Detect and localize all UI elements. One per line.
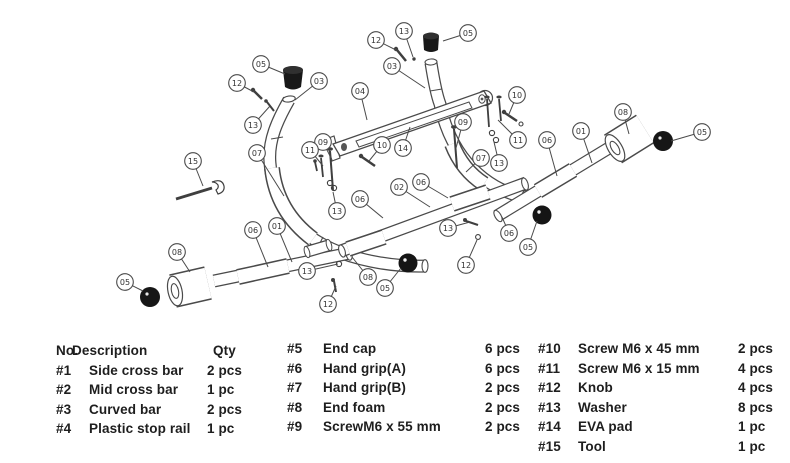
callout-12 xyxy=(368,32,396,50)
part-no: #5 xyxy=(287,341,303,356)
svg-text:12: 12 xyxy=(460,260,472,270)
callout-06 xyxy=(539,132,557,176)
part-no: #6 xyxy=(287,360,303,376)
part-desc: Side cross bar xyxy=(89,362,184,378)
parts-row xyxy=(287,359,520,379)
svg-text:10: 10 xyxy=(511,90,523,100)
part-qty: 6 pcs xyxy=(485,341,521,356)
svg-text:08: 08 xyxy=(171,247,183,257)
callout-05 xyxy=(117,274,143,291)
parts-rows-2 xyxy=(287,339,520,437)
header-no: No. xyxy=(56,343,79,358)
part-qty: 2 pcs xyxy=(485,419,521,434)
svg-text:03: 03 xyxy=(313,76,325,86)
part-desc: Hand grip(A) xyxy=(323,360,406,376)
parts-list-column-3 xyxy=(538,339,773,456)
part-no: #10 xyxy=(538,341,561,356)
parts-row xyxy=(538,398,773,418)
part-qty: 2 pcs xyxy=(207,362,243,378)
part-qty: 2 pcs xyxy=(207,401,243,417)
parts-row xyxy=(538,417,773,437)
svg-text:05: 05 xyxy=(119,277,131,287)
part-no: #11 xyxy=(538,360,561,376)
svg-text:13: 13 xyxy=(331,206,343,216)
parts-row xyxy=(287,339,520,359)
svg-text:13: 13 xyxy=(442,223,454,233)
svg-text:09: 09 xyxy=(457,117,469,127)
svg-text:11: 11 xyxy=(512,135,524,145)
svg-text:15: 15 xyxy=(187,156,199,166)
callout-12 xyxy=(320,286,337,312)
callout-03 xyxy=(384,58,425,88)
parts-row xyxy=(56,380,242,400)
parts-list-column-1 xyxy=(56,341,242,439)
header-description: Description xyxy=(72,343,148,358)
part-qty: 2 pcs xyxy=(485,380,521,395)
parts-row xyxy=(538,359,773,379)
parts-row xyxy=(287,398,520,418)
svg-text:13: 13 xyxy=(301,266,313,276)
callout-05 xyxy=(671,124,710,141)
callout-15 xyxy=(185,153,203,186)
part-desc: Screw M6 x 45 mm xyxy=(578,341,700,356)
part-qty: 8 pcs xyxy=(738,399,774,415)
svg-text:12: 12 xyxy=(370,35,382,45)
end-cap-top-mid xyxy=(423,33,439,53)
parts-row xyxy=(56,361,242,381)
parts-row xyxy=(287,378,520,398)
callout-06 xyxy=(501,217,518,241)
svg-text:09: 09 xyxy=(317,137,329,147)
part-no: #8 xyxy=(287,399,303,415)
part-no: #15 xyxy=(538,438,561,454)
header-qty: Qty xyxy=(213,343,236,358)
part-no: #9 xyxy=(287,419,303,434)
part-desc: Screw M6 x 15 mm xyxy=(578,360,700,376)
svg-text:07: 07 xyxy=(475,153,487,163)
part-qty: 2 pcs xyxy=(738,341,774,356)
parts-row xyxy=(287,417,520,437)
part-desc: Hand grip(B) xyxy=(323,380,406,395)
callout-06 xyxy=(352,191,383,218)
part-qty: 1 pc xyxy=(207,382,235,397)
callout-05 xyxy=(443,25,476,42)
svg-text:08: 08 xyxy=(362,272,374,282)
parts-row xyxy=(538,437,773,457)
callout-06 xyxy=(245,222,268,267)
parts-row xyxy=(56,400,242,420)
part-no: #4 xyxy=(56,421,72,436)
callout-09 xyxy=(455,114,472,148)
callout-05 xyxy=(520,221,537,255)
part-no: #14 xyxy=(538,419,561,434)
svg-text:13: 13 xyxy=(398,26,410,36)
svg-text:03: 03 xyxy=(386,61,398,71)
parts-row xyxy=(538,378,773,398)
svg-text:04: 04 xyxy=(354,86,366,96)
part-desc: Tool xyxy=(578,438,606,454)
parts-rows-1 xyxy=(56,361,242,439)
callout-13 xyxy=(440,220,470,237)
callout-04 xyxy=(352,83,369,120)
svg-text:11: 11 xyxy=(304,145,316,155)
part-no: #13 xyxy=(538,399,561,415)
part-no: #1 xyxy=(56,362,72,378)
callout-13 xyxy=(329,192,346,219)
svg-text:06: 06 xyxy=(415,177,427,187)
part-no: #3 xyxy=(56,401,72,417)
end-cap-top-left xyxy=(283,66,303,90)
part-desc: End foam xyxy=(323,399,386,415)
part-qty: 6 pcs xyxy=(485,360,521,376)
callout-12 xyxy=(229,75,254,92)
svg-text:02: 02 xyxy=(393,182,405,192)
callout-11 xyxy=(498,120,526,148)
callout-05 xyxy=(253,56,285,74)
part-qty: 4 pcs xyxy=(738,380,774,395)
part-desc: Curved bar xyxy=(89,401,162,417)
svg-text:14: 14 xyxy=(397,143,409,153)
callout-08 xyxy=(169,244,190,272)
part-no: #7 xyxy=(287,380,303,395)
callout-05 xyxy=(377,268,401,296)
part-desc: ScrewM6 x 55 mm xyxy=(323,419,441,434)
part-desc: EVA pad xyxy=(578,419,633,434)
part-desc: Mid cross bar xyxy=(89,382,179,397)
svg-text:13: 13 xyxy=(493,158,505,168)
svg-text:08: 08 xyxy=(617,107,629,117)
parts-rows-3 xyxy=(538,339,773,456)
part-desc: Knob xyxy=(578,380,613,395)
svg-text:06: 06 xyxy=(541,135,553,145)
callout-12 xyxy=(458,240,477,273)
part-qty: 1 pc xyxy=(738,438,766,454)
svg-text:05: 05 xyxy=(462,28,474,38)
svg-text:06: 06 xyxy=(247,225,259,235)
svg-text:05: 05 xyxy=(522,242,534,252)
parts-list-header xyxy=(56,341,242,361)
svg-text:05: 05 xyxy=(379,283,391,293)
svg-text:12: 12 xyxy=(322,299,334,309)
callout-06 xyxy=(413,174,448,198)
svg-text:01: 01 xyxy=(271,221,283,231)
part-qty: 1 pc xyxy=(207,421,235,436)
svg-text:07: 07 xyxy=(251,148,263,158)
part-desc: Plastic stop rail xyxy=(89,421,191,436)
part-qty: 2 pcs xyxy=(485,399,521,415)
callout-13 xyxy=(245,106,270,133)
svg-text:13: 13 xyxy=(247,120,259,130)
svg-text:06: 06 xyxy=(354,194,366,204)
svg-text:12: 12 xyxy=(231,78,243,88)
part-desc: Washer xyxy=(578,399,627,415)
part-qty: 4 pcs xyxy=(738,360,774,376)
callout-13 xyxy=(491,142,508,171)
parts-list-column-2 xyxy=(287,339,520,437)
part-no: #12 xyxy=(538,380,561,395)
part-no: #2 xyxy=(56,382,72,397)
part-desc: End cap xyxy=(323,341,377,356)
svg-text:05: 05 xyxy=(696,127,708,137)
parts-row xyxy=(538,339,773,359)
svg-text:06: 06 xyxy=(503,228,515,238)
parts-row xyxy=(56,419,242,439)
part-tool-wrench xyxy=(176,181,224,199)
callout-10 xyxy=(509,87,526,114)
svg-text:01: 01 xyxy=(575,126,587,136)
part-qty: 1 pc xyxy=(738,419,766,434)
svg-text:10: 10 xyxy=(376,140,388,150)
svg-text:05: 05 xyxy=(255,59,267,69)
